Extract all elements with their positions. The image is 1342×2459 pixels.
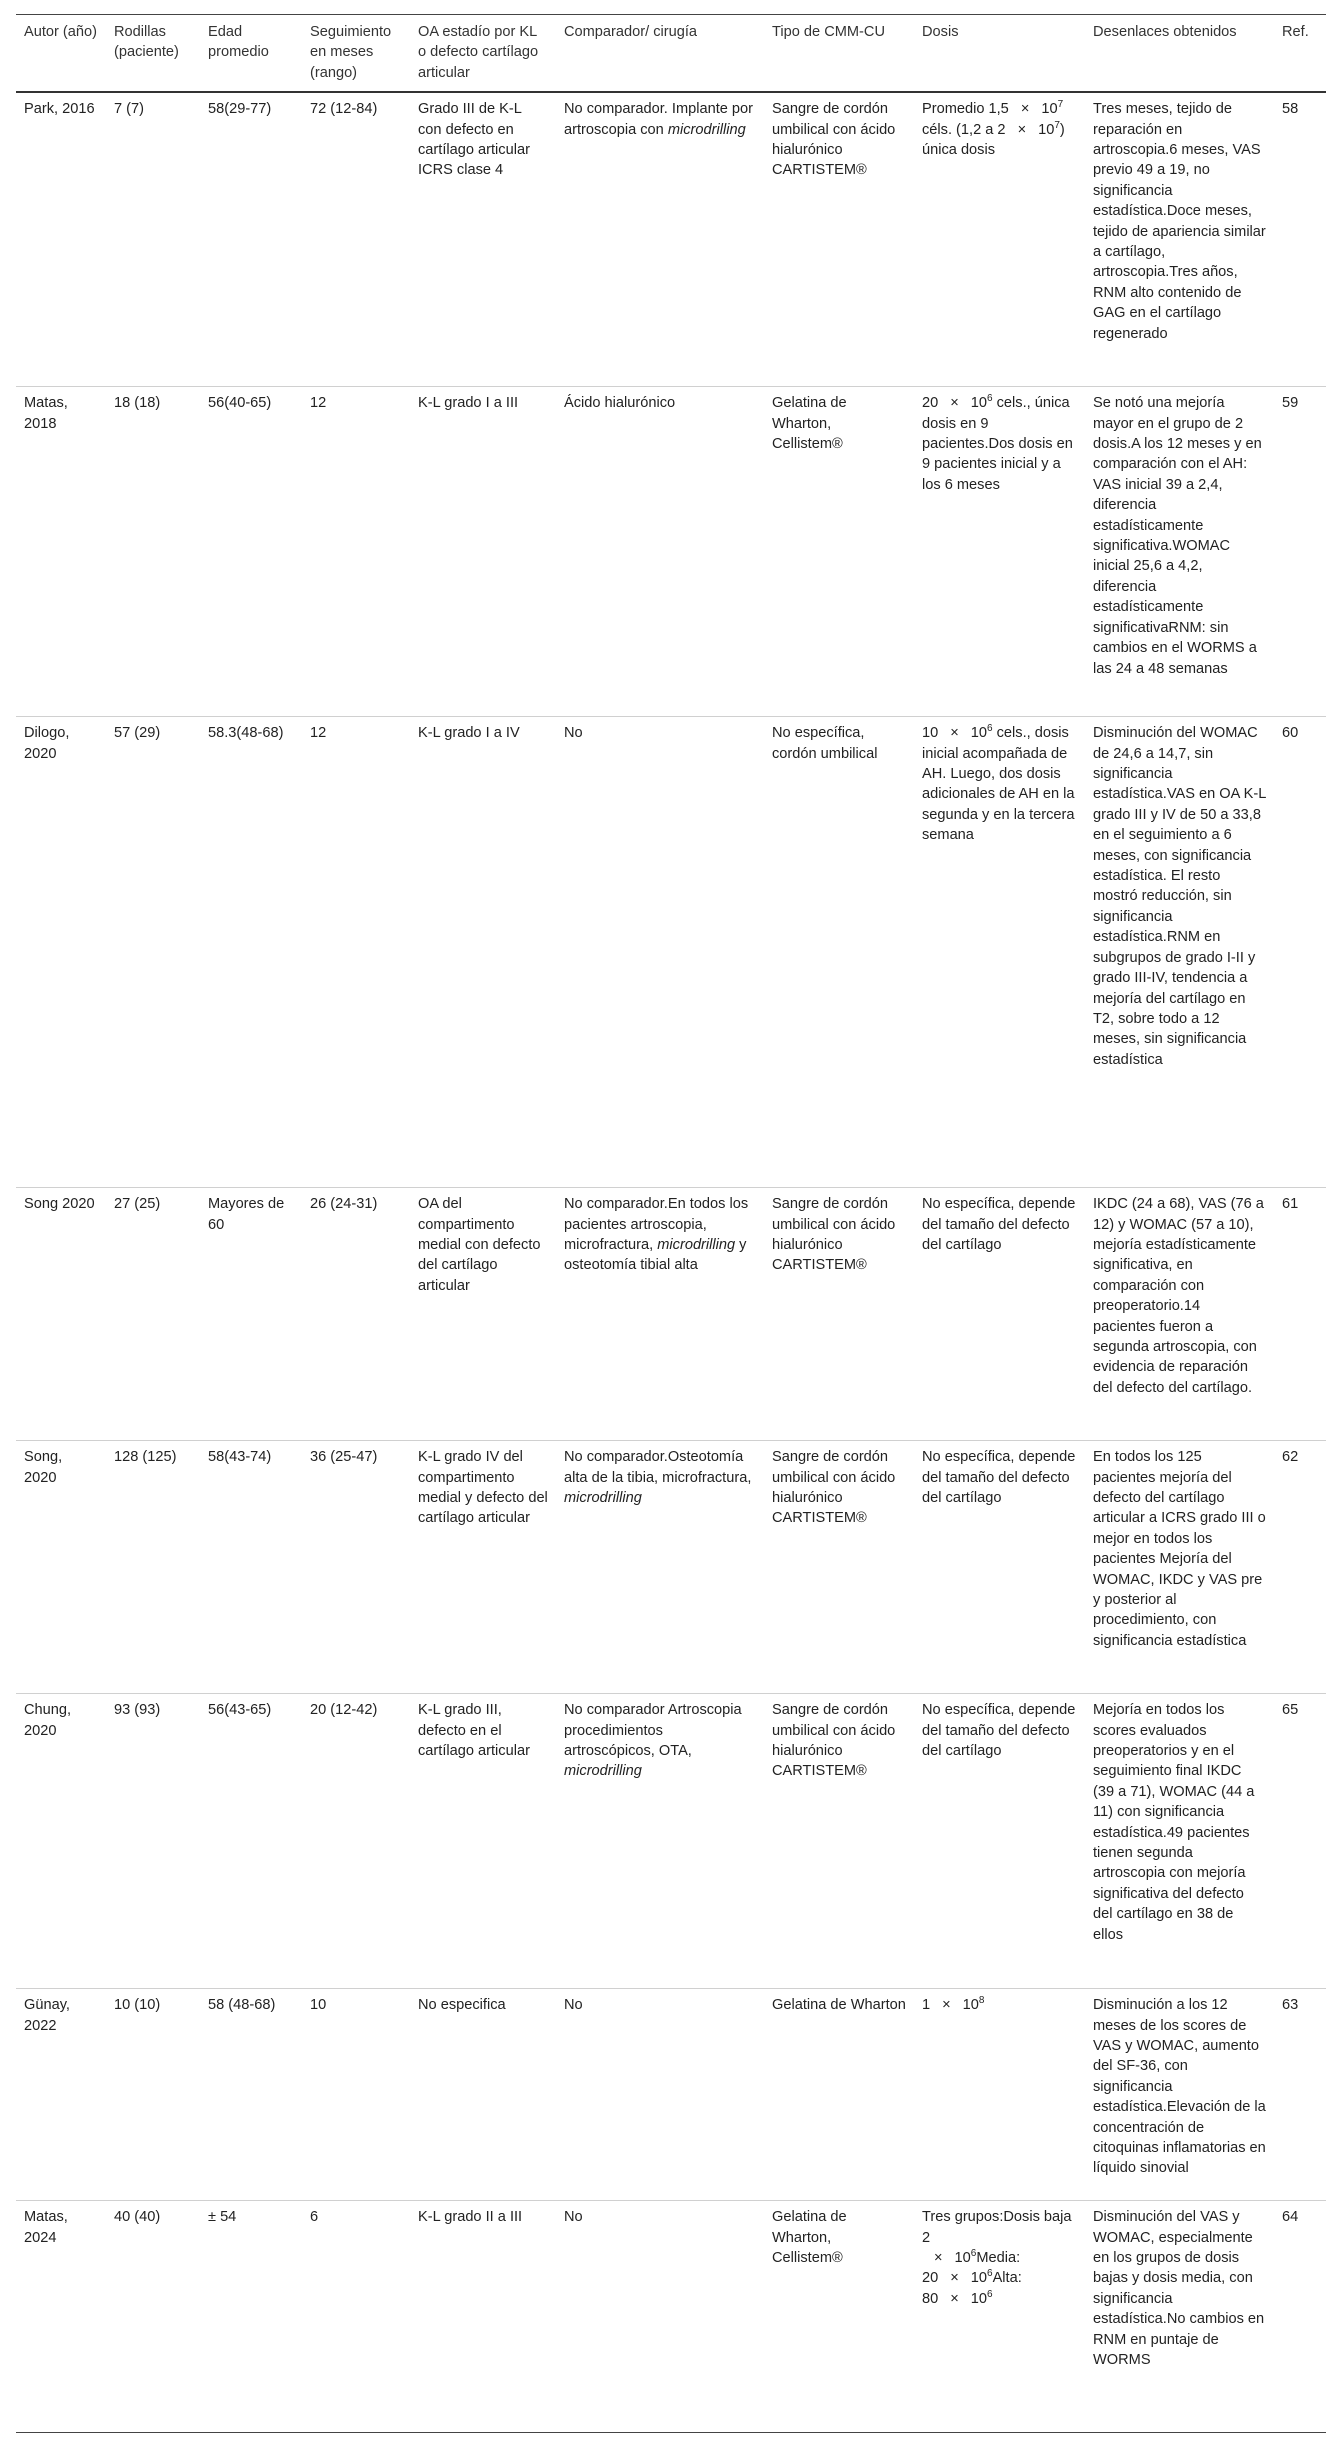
header-ref: Ref. [1282,24,1309,40]
cell-desenlaces: En todos los 125 pacientes mejoría del defecto del cartílago articular a ICRS grado III o mejor en todos los pacientes Mejoría del WOMAC, IKDC y VAS pre y posterior al procedimiento, con significancia estadística [1093,1449,1266,1649]
cell-autor: Günay, 2022 [24,1997,70,2034]
cell-comparador [556,1694,764,1989]
cell-comparador [556,2201,764,2433]
dosis-exponent: 7 [1057,99,1064,111]
cell-oa: No especifica [418,1997,506,2014]
cell-autor: Song, 2020 [24,1449,63,1486]
header-desenlaces: Desenlaces obtenidos [1093,24,1237,40]
dosis-exponent: 6 [970,2248,977,2260]
cell-ref: 58 [1282,101,1299,118]
comparador-text: No comparador. Implante por artroscopia con [564,101,754,138]
cell-ref: 59 [1282,395,1299,412]
table-body [16,92,1326,2433]
dosis-exponent: 6 [987,393,993,405]
table-row [16,2201,1326,2433]
header-tipo: Tipo de CMM-CU [772,24,885,40]
header-oa: OA estadío por KL o defecto cartílago articular [418,24,539,81]
cell-oa: K-L grado I a IV [418,725,520,742]
cell-desenlaces: Mejoría en todos los scores evaluados preoperatorios y en el seguimiento final IKDC (39 a 71), WOMAC (44 a 11) con significancia estadística.49 pacientes tienen segunda artroscopia con mejoría significativa del defecto del cartílago en 38 de ellos [1093,1702,1255,1943]
dosis-base: 10 [970,395,987,412]
cell-rodillas: 7 (7) [114,101,145,118]
cell-comparador [556,387,764,717]
cell-oa: K-L grado IV del compartimento medial y defecto del cartílago articular [418,1449,548,1527]
cell-ref: 65 [1282,1702,1299,1719]
header-seguimiento: Seguimiento en meses (rango) [310,24,392,81]
cell-oa: OA del compartimento medial con defecto del cartílago articular [418,1196,541,1294]
dosis-text: céls. (1,2 a 2 [922,121,1006,138]
dosis-base: 10 [970,725,987,742]
table-row [16,717,1326,1188]
table-header [16,15,1326,93]
times-sign: × [950,2270,959,2287]
header-dosis: Dosis [922,24,959,40]
cell-ref: 61 [1282,1196,1299,1213]
dosis-text: 20 [922,395,939,412]
header-edad: Edad promedio [208,24,269,61]
dosis-text: cels., única dosis en 9 pacientes.Dos dosis en 9 pacientes inicial y a los 6 meses [922,395,1073,493]
dosis-text: 10 [922,725,939,742]
header-comparador: Comparador/ cirugía [564,24,698,40]
cell-oa: Grado III de K-L con defecto en cartílago articular ICRS clase 4 [418,101,530,179]
table-row [16,1989,1326,2201]
dosis-text: No específica, depende del tamaño del defecto del cartílago [922,1449,1076,1507]
cell-edad: 58.3(48-68) [208,725,284,742]
comparador-text: No comparador.En todos los pacientes artroscopia, microfractura, [564,1196,749,1254]
cell-seguimiento: 10 [310,1997,327,2014]
cell-tipo: Sangre de cordón umbilical con ácido hialurónico CARTISTEM® [772,1702,896,1780]
cell-tipo: Gelatina de Wharton, Cellistem® [772,2209,847,2267]
cell-seguimiento: 36 (25-47) [310,1449,378,1466]
cell-edad: 58(43-74) [208,1449,272,1466]
dosis-text: No específica, depende del tamaño del defecto del cartílago [922,1196,1076,1254]
cell-oa: K-L grado I a III [418,395,519,412]
dosis-base: 10 [1041,101,1058,118]
times-sign: × [934,2250,943,2267]
dosis-text: cels., dosis inicial acompañada de AH. Luego, dos dosis adicionales de AH en la segunda y en la tercera semana [922,725,1075,844]
cell-autor: Song 2020 [24,1196,95,1213]
dosis-text: No específica, depende del tamaño del defecto del cartílago [922,1702,1076,1760]
dosis-text: Media: 20 [922,2250,1021,2287]
dosis-exponent: 6 [987,723,993,735]
cell-comparador [556,1188,764,1441]
dosis-exponent: 7 [1054,119,1060,131]
cell-edad: ± 54 [208,2209,237,2226]
cell-edad: 56(40-65) [208,395,272,412]
comparador-text-tail: y osteotomía tibial alta [564,1237,747,1274]
comparador-text: No comparador.Osteotomía alta de la tibia, microfractura, [564,1449,752,1486]
cell-rodillas: 18 (18) [114,395,161,412]
dosis-text: Promedio 1,5 [922,101,1009,118]
dosis-text: ) única dosis [922,121,1065,159]
cell-oa: K-L grado III, defecto en el cartílago articular [418,1702,530,1760]
table-row [16,1441,1326,1694]
cell-dosis [914,2201,1085,2433]
cell-autor: Park, 2016 [24,101,95,118]
cell-ref: 63 [1282,1997,1299,2014]
comparador-text: No comparador Artroscopia procedimientos artroscópicos, OTA, [564,1702,742,1760]
cell-desenlaces: Disminución a los 12 meses de los scores de VAS y WOMAC, aumento del SF-36, con significancia estadística.Elevación de la concentración de citoquinas inflamatorias en líquido sinovial [1093,1997,1266,2177]
table-row [16,387,1326,717]
cell-comparador [556,1989,764,2201]
cell-dosis [914,92,1085,387]
cell-rodillas: 57 (29) [114,725,161,742]
comparador-italic: microdrilling [657,1237,736,1254]
cell-edad: 56(43-65) [208,1702,272,1719]
cell-desenlaces: Disminución del WOMAC de 24,6 a 14,7, sin significancia estadística.VAS en OA K-L grado III y IV de 50 a 33,8 en el seguimiento a 6 meses, con significancia estadística. El resto mostró reducción, sin significancia estadística.RNM en subgrupos de grado I-II y grado III-IV, tendencia a mejoría del cartílago en T2, sobre todo a 12 meses, sin significancia estadística [1093,725,1266,1068]
comparador-text: Ácido hialurónico [564,395,676,412]
cell-tipo: No específica, cordón umbilical [772,725,878,762]
comparador-italic: microdrilling [564,1763,642,1780]
cell-rodillas: 27 (25) [114,1196,161,1213]
comparador-text: No [564,2209,583,2226]
cell-seguimiento: 20 (12-42) [310,1702,378,1719]
cell-comparador [556,92,764,387]
cell-tipo: Gelatina de Wharton, Cellistem® [772,395,847,453]
times-sign: × [950,2290,959,2307]
comparador-italic: microdrilling [564,1490,642,1507]
times-sign: × [1017,121,1027,138]
times-sign: × [942,1997,951,2014]
cell-autor: Matas, 2018 [24,395,68,432]
cell-comparador [556,717,764,1188]
cell-edad: Mayores de 60 [208,1196,285,1233]
cell-comparador [556,1441,764,1694]
header-autor: Autor (año) [24,24,98,40]
cell-edad: 58(29-77) [208,101,272,118]
cell-seguimiento: 6 [310,2209,319,2226]
dosis-text: Alta: 80 [922,2270,1022,2307]
cell-seguimiento: 12 [310,725,327,742]
cell-dosis [914,1188,1085,1441]
comparador-italic: microdrilling [667,121,746,138]
cell-autor: Chung, 2020 [24,1702,72,1739]
cell-dosis [914,1441,1085,1694]
cell-rodillas: 40 (40) [114,2209,161,2226]
dosis-base: 10 [970,2270,987,2287]
dosis-text: 1 [922,1997,931,2014]
dosis-exponent: 8 [978,1995,985,2007]
dosis-base: 10 [954,2250,971,2267]
cell-dosis [914,387,1085,717]
cell-seguimiento: 26 (24-31) [310,1196,378,1213]
cell-dosis [914,1694,1085,1989]
dosis-base: 10 [962,1997,979,2014]
cell-ref: 64 [1282,2209,1299,2226]
cell-desenlaces: Se notó una mejoría mayor en el grupo de 2 dosis.A los 12 meses y en comparación con el AH: VAS inicial 39 a 2,4, diferencia estadísticamente significativa.WOMAC inicial 25,6 a 4,2, diferencia estadísticamente significativaRNM: sin cambios en el WORMS a las 24 a 48 semanas [1093,395,1262,677]
cell-oa: K-L grado II a III [418,2209,523,2226]
cell-ref: 60 [1282,725,1299,742]
cell-tipo: Sangre de cordón umbilical con ácido hialurónico CARTISTEM® [772,1449,896,1527]
cell-seguimiento: 72 (12-84) [310,101,378,118]
cell-desenlaces: Disminución del VAS y WOMAC, especialmente en los grupos de dosis bajas y dosis media, con significancia estadística.No cambios en RNM en puntaje de WORMS [1093,2209,1265,2369]
times-sign: × [950,725,959,742]
table-row [16,92,1326,387]
comparador-text: No [564,725,583,742]
times-sign: × [950,395,959,412]
comparador-text: No [564,1997,583,2014]
cell-autor: Matas, 2024 [24,2209,68,2246]
cell-desenlaces: Tres meses, tejido de reparación en artroscopia.6 meses, VAS previo 49 a 19, no significancia estadística.Doce meses, tejido de apariencia similar a cartílago, artroscopia.Tres años, RNM alto contenido de GAG en el cartílago regenerado [1093,101,1266,342]
cell-rodillas: 128 (125) [114,1449,177,1466]
table-container [16,14,1326,2433]
cell-dosis [914,717,1085,1188]
cell-rodillas: 93 (93) [114,1702,161,1719]
cell-tipo: Sangre de cordón umbilical con ácido hialurónico CARTISTEM® [772,101,896,179]
table-row [16,1694,1326,1989]
cell-tipo: Gelatina de Wharton [772,1997,906,2014]
dosis-base: 10 [970,2290,987,2307]
times-sign: × [1020,101,1030,118]
cell-rodillas: 10 (10) [114,1997,161,2014]
dosis-text: Tres grupos:Dosis baja 2 [922,2209,1072,2246]
cell-tipo: Sangre de cordón umbilical con ácido hialurónico CARTISTEM® [772,1196,896,1274]
table-row [16,1188,1326,1441]
dosis-base: 10 [1038,121,1055,138]
cell-ref: 62 [1282,1449,1299,1466]
cell-autor: Dilogo, 2020 [24,725,70,762]
cell-dosis [914,1989,1085,2201]
dosis-exponent: 6 [987,2288,993,2300]
dosis-exponent: 6 [987,2268,993,2280]
cell-edad: 58 (48-68) [208,1997,276,2014]
cell-desenlaces: IKDC (24 a 68), VAS (76 a 12) y WOMAC (57 a 10), mejoría estadísticamente significativa, en comparación con preoperatorio.14 pacientes fueron a segunda artroscopia, con evidencia de reparación del defecto del cartílago. [1093,1196,1264,1396]
header-rodillas: Rodillas (paciente) [114,24,179,61]
studies-table [16,14,1326,2433]
cell-seguimiento: 12 [310,395,327,412]
header-row [16,15,1326,93]
